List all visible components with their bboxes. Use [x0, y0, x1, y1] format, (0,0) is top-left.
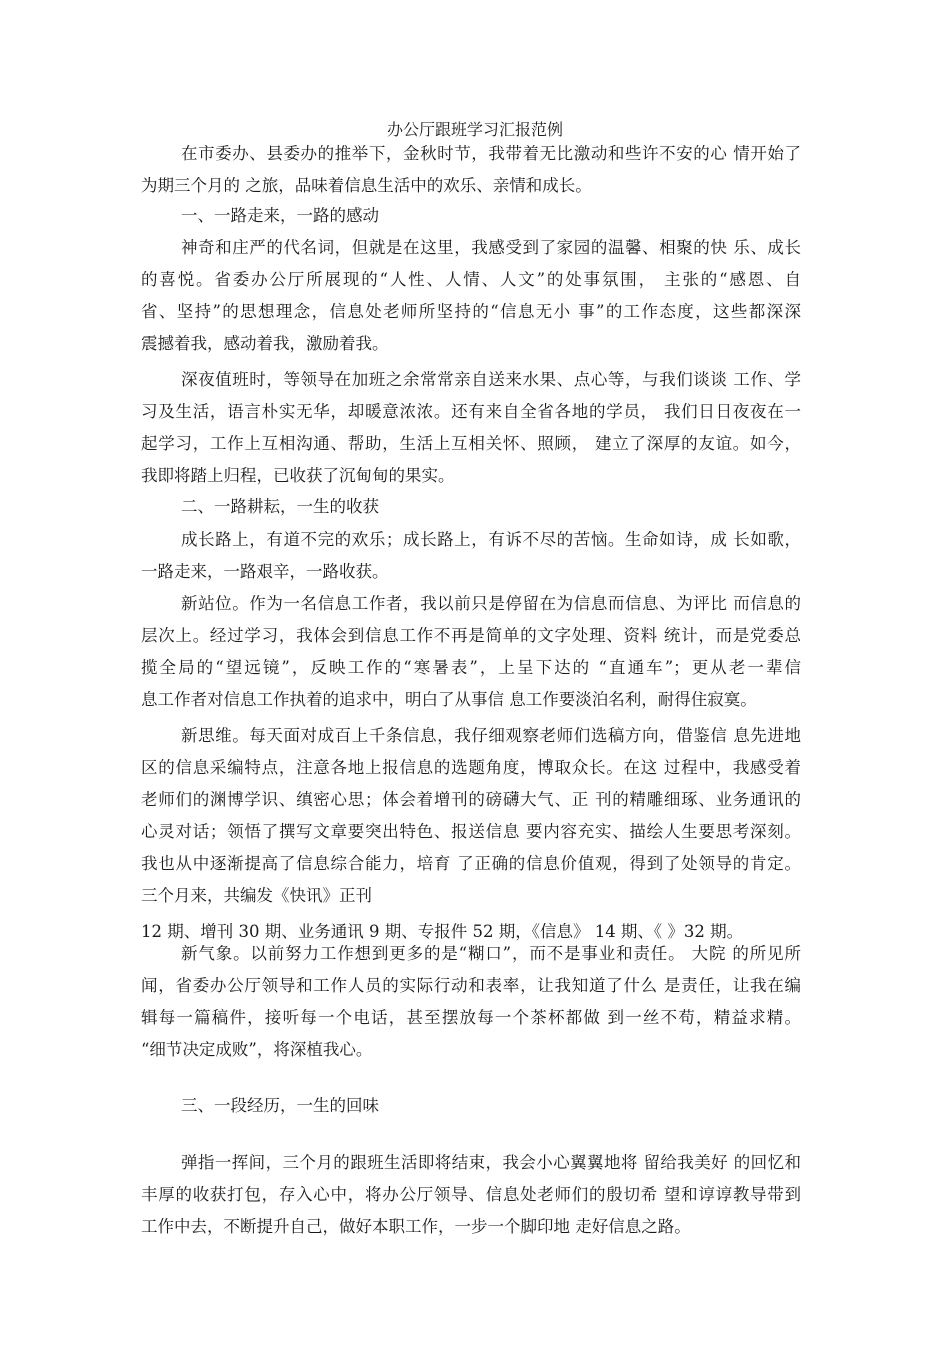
text-line: 在市委办、县委办的推举下，金秋时节，我带着无比激动和些许不安的心 情开始了	[181, 144, 801, 163]
text-line: 弹指一挥间，三个月的跟班生活即将结束，我会小心翼翼地将 留给我美好 的回忆和	[181, 1153, 801, 1172]
text-line: 一路走来，一路艰辛，一路收获。	[141, 562, 389, 581]
text-line: 揽全局的“望远镜”，反映工作的“寒暑表”，上呈下达的 “直通车”；更从老一辈信	[141, 658, 801, 677]
section-heading-1: 一、一路走来，一路的感动	[181, 206, 379, 225]
text-line: 震撼着我，感动着我，激励着我。	[141, 334, 389, 353]
text-line: 三个月来，共编发《快讯》正刊	[141, 886, 372, 905]
text-line: 辑每一篇稿件，接听每一个电话，甚至摆放每一个茶杯都做 到一丝不苟，精益求精。	[141, 1008, 801, 1027]
text-line: 起学习，工作上互相沟通、帮助，生活上互相关怀、照顾， 建立了深厚的友谊。如今，	[141, 434, 801, 453]
paragraph-3	[141, 524, 801, 588]
paragraph-4	[141, 588, 801, 716]
text-line: 省、坚持”的思想理念，信息处老师所坚持的“信息无小 事”的工作态度，这些都深深	[141, 302, 801, 321]
text-line: 息工作者对信息工作执着的追求中，明白了从事信 息工作要淡泊名利，耐得住寂寞。	[141, 690, 757, 709]
text-line: 新思维。每天面对成百上千条信息，我仔细观察老师们选稿方向，借鉴信 息先进地	[181, 726, 801, 745]
text-line: 丰厚的收获打包，存入心中，将办公厅领导、信息处老师们的殷切希 望和谆谆教导带到	[141, 1185, 801, 1204]
text-line: 区的信息采编特点，注意各地上报信息的选题角度，博取众长。在这 过程中，我感受着	[141, 758, 801, 777]
text-line: 深夜值班时，等领导在加班之余常常亲自送来水果、点心等，与我们谈谈 工作、学	[181, 370, 801, 389]
paragraph-2	[141, 364, 801, 492]
text-line: 新气象。以前努力工作想到更多的是“糊口”，而不是事业和责任。 大院 的所见所	[181, 944, 801, 963]
text-line: 的喜悦。省委办公厅所展现的“人性、人情、人文”的处事氛围， 主张的“感恩、自	[141, 270, 801, 289]
document-title: 办公厅跟班学习汇报范例	[386, 120, 563, 139]
text-line: 工作中去，不断提升自己，做好本职工作，一步一个脚印地 走好信息之路。	[141, 1217, 691, 1236]
paragraph-1	[141, 232, 801, 360]
paragraph-5	[141, 720, 801, 912]
text-line: 心灵对话；领悟了撰写文章要突出特色、报送信息 要内容充实、描绘人生要思考深刻。	[141, 822, 801, 841]
text-line: 我即将踏上归程，已收获了沉甸甸的果实。	[141, 466, 455, 485]
paragraph-intro	[141, 138, 801, 202]
text-line: 成长路上，有道不完的欢乐；成长路上，有诉不尽的苦恼。生命如诗，成 长如歌，	[181, 530, 801, 549]
text-line: 老师们的渊博学识、缜密心思；体会着增刊的磅礴大气、正 刊的精雕细琢、业务通讯的	[141, 790, 801, 809]
text-line: 我也从中逐渐提高了信息综合能力，培育 了正确的信息价值观，得到了处领导的肯定。	[141, 854, 801, 873]
text-line: 闻，省委办公厅领导和工作人员的实际行动和表率，让我知道了什么 是责任，让我在编	[141, 976, 801, 995]
text-line: “细节决定成败”，将深植我心。	[141, 1040, 373, 1059]
section-heading-2: 二、一路耕耘，一生的收获	[181, 497, 379, 516]
text-line: 为期三个月的 之旅，品味着信息生活中的欢乐、亲情和成长。	[141, 176, 592, 195]
text-line: 习及生活，语言朴实无华，却暖意浓浓。还有来自全省各地的学员， 我们日日夜夜在一	[141, 402, 801, 421]
text-line: 神奇和庄严的代名词，但就是在这里，我感受到了家园的温馨、相聚的快 乐、成长	[181, 238, 801, 257]
text-line: 层次上。经过学习，我体会到信息工作不再是简单的文字处理、资料 统计，而是党委总	[141, 626, 801, 645]
section-heading-3: 三、一段经历，一生的回味	[181, 1096, 379, 1115]
text-line: 新站位。作为一名信息工作者，我以前只是停留在为信息而信息、为评比 而信息的	[181, 594, 801, 613]
paragraph-6	[141, 938, 801, 1066]
text-line: 12 期、增刊 30 期、业务通讯 9 期、专报件 52 期，《信息》 14 期、《 》32 期。	[141, 922, 744, 941]
paragraph-7	[141, 1147, 801, 1243]
